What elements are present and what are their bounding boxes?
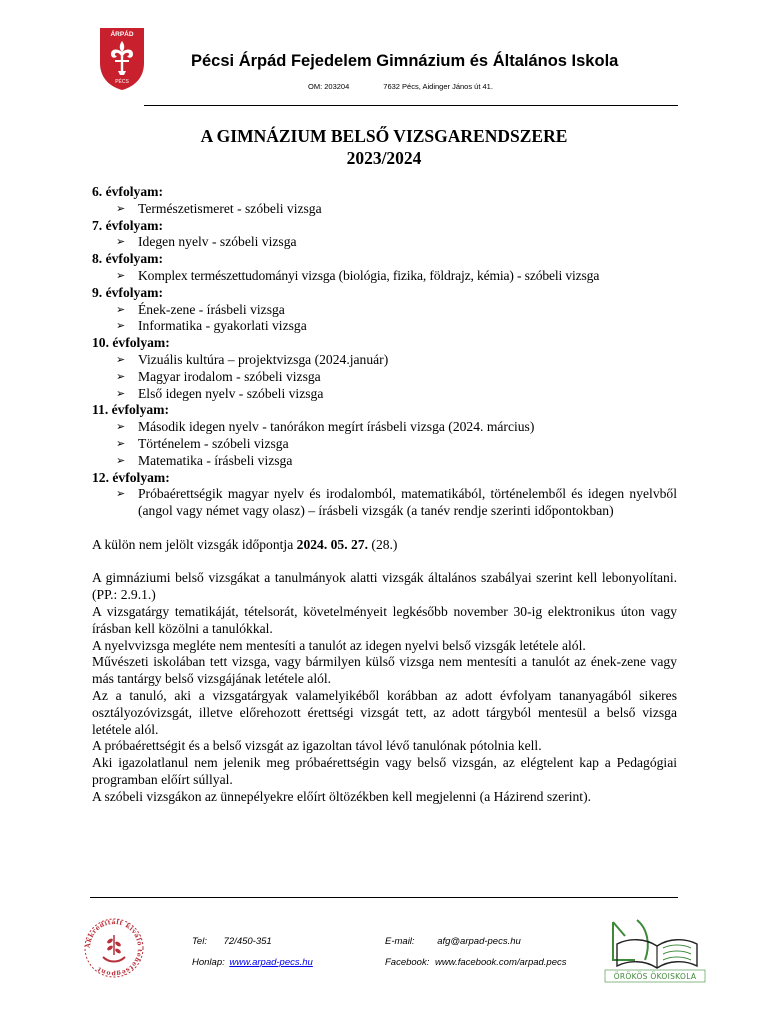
email-label: E-mail:: [385, 936, 415, 947]
grade-heading: 12. évfolyam:: [92, 469, 170, 485]
grade-heading: 10. évfolyam:: [92, 335, 170, 351]
school-year: 2023/2024: [346, 148, 422, 168]
tel-label: Tel:: [192, 936, 207, 947]
footer-website: [192, 957, 313, 968]
rule-paragraph: A nyelvvizsga megléte nem mentesíti a tanulót az idegen nyelvi belső vizsgák letétele alól.: [92, 637, 586, 653]
rule-paragraph: Művészeti iskolában tett vizsga, vagy bármilyen külső vizsga nem mentesíti a tanulót az ének-zene vagy más tantárgy belső vizsgájának letétele alól.: [92, 654, 677, 687]
svg-text:Akkreditált kiváló tehetségpon: Akkreditált kiváló tehetségpont: [84, 918, 144, 978]
exam-list: [92, 302, 677, 336]
eco-school-logo: [595, 914, 713, 986]
grade-heading: 7. évfolyam:: [92, 217, 163, 233]
document-body: [92, 184, 677, 805]
header-divider: [144, 105, 678, 106]
website-link[interactable]: www.arpad-pecs.hu: [229, 957, 313, 968]
website-label: Honlap:: [192, 957, 225, 968]
exam-list: [92, 352, 677, 402]
exam-item: ➢ Vizuális kultúra – projektvizsga (2024.január): [92, 352, 677, 369]
grade-section: [92, 218, 677, 252]
rules-section: [92, 570, 677, 805]
grade-section: [92, 335, 677, 402]
footer-divider: [90, 897, 678, 898]
grade-section: [92, 402, 677, 469]
exam-list: [92, 486, 677, 520]
exam-item: ➢ Ének-zene - írásbeli vizsga: [92, 302, 677, 319]
talent-point-seal: [83, 917, 145, 979]
grade-heading: 11. évfolyam:: [92, 402, 170, 418]
school-name: Pécsi Árpád Fejedelem Gimnázium és Általános Iskola: [191, 52, 619, 70]
exam-item: ➢ Természetismeret - szóbeli vizsga: [92, 201, 677, 218]
document-title: A GIMNÁZIUM BELSŐ VIZSGARENDSZERE: [200, 126, 568, 146]
facebook-label: Facebook:: [385, 957, 430, 968]
deadline-date: 2024. 05. 27.: [296, 536, 369, 552]
exam-item: ➢ Idegen nyelv - szóbeli vizsga: [92, 234, 677, 251]
school-meta: [308, 82, 493, 91]
grade-heading: 6. évfolyam:: [92, 184, 163, 199]
exam-item: ➢ Második idegen nyelv - tanórákon megírt írásbeli vizsga (2024. március): [92, 419, 677, 436]
facebook-value[interactable]: www.facebook.com/arpad.pecs: [435, 957, 567, 968]
grade-heading: 8. évfolyam:: [92, 251, 163, 267]
exam-item: ➢ Informatika - gyakorlati vizsga: [92, 318, 677, 335]
rule-paragraph: A gimnáziumi belső vizsgákat a tanulmányok alatti vizsgák általános szabályai szerint kell lebonyolítani. (PP.: 2.9.1.): [92, 570, 677, 603]
email-value[interactable]: afg@arpad-pecs.hu: [437, 936, 521, 947]
exam-item: ➢ Matematika - írásbeli vizsga: [92, 453, 677, 470]
grade-heading: 9. évfolyam:: [92, 284, 163, 300]
exam-list: [92, 234, 677, 251]
svg-text:ÁRPÁD: ÁRPÁD: [110, 31, 134, 38]
grade-section: [92, 184, 677, 218]
svg-text:PÉCS: PÉCS: [115, 79, 129, 85]
school-address: 7632 Pécs, Aidinger János út 41.: [383, 82, 493, 91]
rule-paragraph: Az a tanuló, aki a vizsgatárgyak valamelyikéből korábban az adott évfolyam tananyagából sikeres osztályozóvizsgát, illetve előrehozott érettségi vizsgát tett, az adott tárgyból mentesül a belső vizsga letétele alól.: [92, 687, 677, 737]
grade-section: [92, 251, 677, 285]
footer-email: [385, 936, 521, 947]
exam-item: ➢ Komplex természettudományi vizsga (biológia, fizika, földrajz, kémia) - szóbeli vizsga: [92, 268, 677, 285]
exam-item: ➢ Próbaérettségik magyar nyelv és irodalomból, matematikából, történelemből és idegen nyelvből (angol vagy német vagy olasz) – írásbeli vizsgák (a tanév rendje szerinti időpontokban): [92, 486, 677, 520]
rule-paragraph: Aki igazolatlanul nem jelenik meg próbaérettségin vagy belső vizsgán, az elégtelent kap a Pedagógiai programban előírt súllyal.: [92, 755, 677, 787]
om-identifier: OM: 203204: [308, 82, 350, 91]
rule-paragraph: A vizsgatárgy tematikáját, tételsorát, követelményeit legkésőbb november 30-ig elektronikus úton vagy írásban kell közölni a tanulókkal.: [92, 603, 677, 636]
rule-paragraph: A szóbeli vizsgákon az ünnepélyekre előírt öltözékben kell megjelenni (a Házirend szerint).: [92, 788, 591, 804]
school-crest-logo: [99, 27, 145, 91]
exam-item: ➢ Történelem - szóbeli vizsga: [92, 436, 677, 453]
exam-list: [92, 419, 677, 469]
grade-section: [92, 285, 677, 335]
deadline-suffix: (28.): [368, 536, 398, 552]
exam-list: [92, 268, 677, 285]
exam-list: [92, 201, 677, 218]
default-exam-date: [92, 537, 677, 554]
deadline-prefix: A külön nem jelölt vizsgák időpontja: [92, 536, 297, 552]
grade-section: [92, 470, 677, 520]
svg-text:ÖRÖKÖS ÖKOISKOLA: ÖRÖKÖS ÖKOISKOLA: [613, 972, 697, 981]
exam-item: ➢ Első idegen nyelv - szóbeli vizsga: [92, 386, 677, 403]
exam-item: ➢ Magyar irodalom - szóbeli vizsga: [92, 369, 677, 386]
tel-value: 72/450-351: [223, 936, 272, 947]
rule-paragraph: A próbaérettségit és a belső vizsgát az igazoltan távol lévő tanulónak pótolnia kell.: [92, 738, 542, 754]
footer-tel: [192, 936, 272, 947]
footer-facebook: [385, 957, 567, 968]
